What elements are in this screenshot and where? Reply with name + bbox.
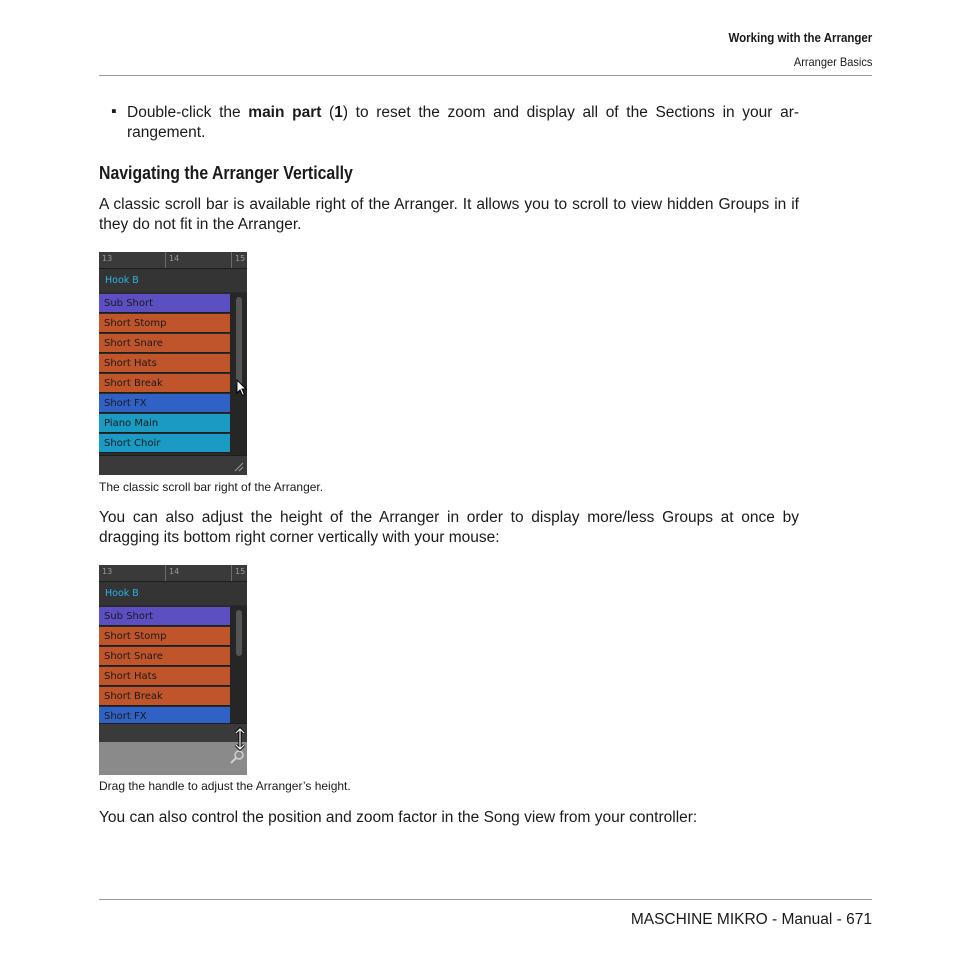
arranger-footer [99,723,247,742]
group-lane[interactable]: Piano Main [99,414,230,433]
arranger-figure-scrollbar [99,252,247,475]
paragraph-resize: You can also adjust the height of the Arranger in order to display more/less Groups at once by dragging its bottom right corner vertically with your mouse: [99,509,799,546]
section-row[interactable] [99,581,247,605]
footer-rule [99,899,872,900]
bullet-bold-term: main part [248,104,322,121]
section-label: Hook B [105,588,139,599]
page-footer: MASCHINE MIKRO - Manual - 671 [630,911,872,928]
ruler-tick: 13 [102,567,113,576]
arranger-figure-resize [99,565,247,775]
arranger-footer [99,455,247,475]
resize-vertical-cursor-icon[interactable] [234,727,246,751]
scrollbar-thumb[interactable] [236,297,242,387]
bullet-rest: ) to reset the zoom and display all of the Sections in your ar- rangement. [127,104,800,141]
ruler-tick: 14 [165,565,179,581]
bullet-marker: ▪ [111,103,117,120]
group-lane[interactable]: Short Snare [99,647,230,666]
group-lanes [99,606,230,723]
group-lane[interactable]: Short Break [99,687,230,706]
running-header-section: Arranger Basics [793,55,872,69]
vertical-scrollbar[interactable] [230,293,247,455]
group-lane[interactable]: Short Hats [99,667,230,686]
group-lanes [99,293,230,455]
ruler-tick: 14 [165,252,179,268]
group-lane[interactable]: Short Stomp [99,627,230,646]
ruler-tick: 13 [102,254,113,263]
resize-area [99,742,247,775]
section-heading: Navigating the Arranger Vertically [99,163,353,183]
group-lane[interactable]: Short FX [99,707,230,726]
section-row[interactable] [99,268,247,292]
figure-caption-2: Drag the handle to adjust the Arranger’s height. [99,779,351,793]
paragraph-scrollbar: A classic scroll bar is available right of the Arranger. It allows you to scroll to view hidden Groups in if they do not fit in the Arranger. [99,196,799,233]
paragraph-controller: You can also control the position and zoom factor in the Song view from your controller: [99,809,698,826]
group-lane[interactable]: Sub Short [99,294,230,313]
resize-grip-icon[interactable] [234,462,244,472]
group-lane[interactable]: Sub Short [99,607,230,626]
group-lane[interactable]: Short FX [99,394,230,413]
scrollbar-thumb[interactable] [236,610,242,656]
timeline-ruler[interactable] [99,252,247,268]
group-lane[interactable]: Short Stomp [99,314,230,333]
header-rule [99,75,872,76]
vertical-scrollbar[interactable] [230,606,247,723]
group-lane[interactable]: Short Break [99,374,230,393]
group-lane[interactable]: Short Snare [99,334,230,353]
figure-caption-1: The classic scroll bar right of the Arranger. [99,480,324,494]
bullet-prefix: Double-click the [127,104,249,121]
mouse-pointer-icon [236,379,247,397]
ruler-tick: 15 [231,565,245,581]
bullet-paren: ( [321,104,335,121]
bullet-text [127,103,799,143]
group-lane[interactable]: Short Hats [99,354,230,373]
running-header-chapter: Working with the Arranger [728,31,872,45]
group-lane[interactable]: Short Choir [99,434,230,453]
section-label: Hook B [105,275,139,286]
ruler-tick: 15 [231,252,245,268]
timeline-ruler[interactable] [99,565,247,581]
bullet-bold-num: 1 [334,104,343,121]
